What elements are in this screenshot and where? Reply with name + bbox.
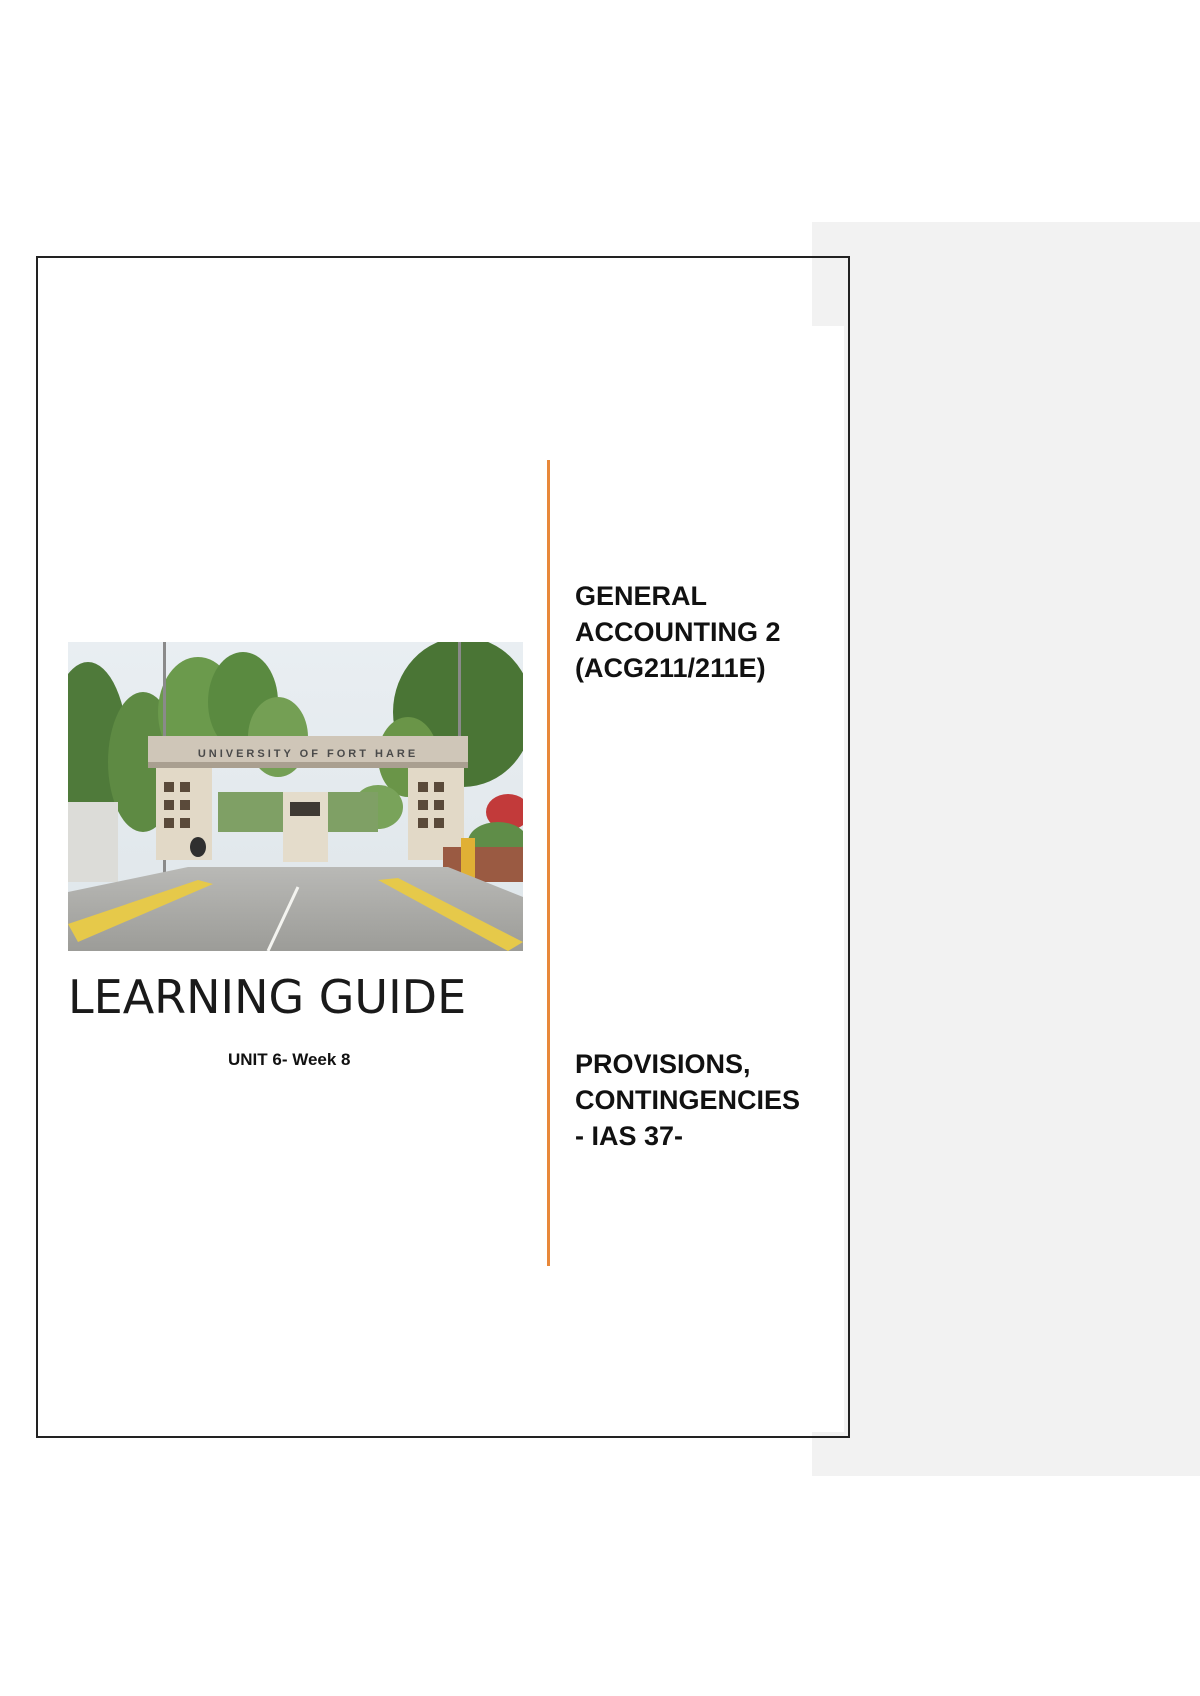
topic-title xyxy=(575,1046,835,1154)
unit-label: UNIT 6- Week 8 xyxy=(228,1050,351,1069)
side-panel xyxy=(812,222,1200,1476)
gate-sign-text: UNIVERSITY OF FORT HARE xyxy=(197,748,419,760)
course-title-line: ACCOUNTING 2 xyxy=(575,617,781,647)
course-title-line: GENERAL xyxy=(575,581,708,611)
topic-title-line: CONTINGENCIES xyxy=(575,1085,801,1115)
topic-title-line: PROVISIONS, xyxy=(575,1049,751,1079)
vertical-divider xyxy=(547,460,550,1266)
campus-gate-photo xyxy=(68,642,523,951)
learning-guide-title: LEARNING GUIDE xyxy=(68,970,467,1024)
course-title xyxy=(575,578,825,686)
topic-title-line: - IAS 37- xyxy=(575,1121,684,1151)
course-title-line: (ACG211/211E) xyxy=(575,653,766,683)
